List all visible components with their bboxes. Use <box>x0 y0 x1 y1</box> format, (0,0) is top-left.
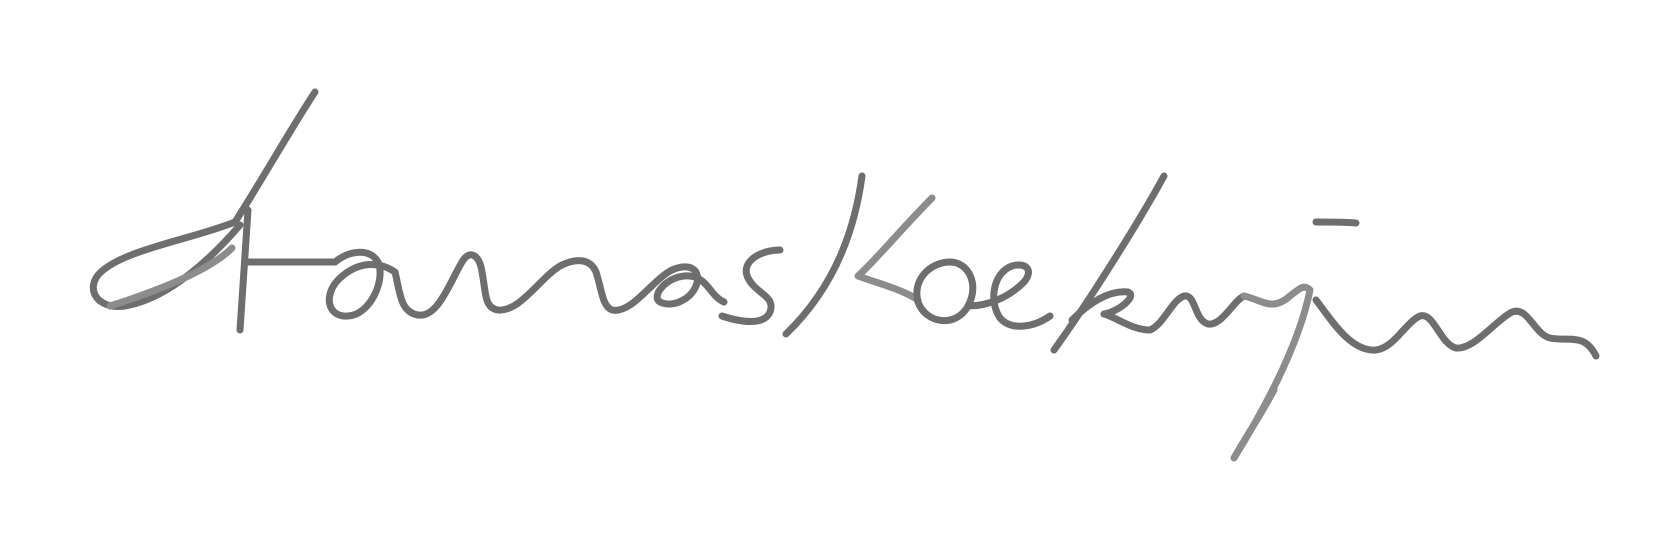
stroke-s <box>722 250 780 322</box>
stroke-a-loops <box>246 252 724 316</box>
stroke-o <box>917 262 973 321</box>
stroke-left-loop <box>93 222 240 306</box>
stroke-e <box>968 265 1050 326</box>
stroke-k-vertical <box>786 176 862 334</box>
stroke-n-ending <box>1316 300 1596 356</box>
stroke-j-descender <box>1234 287 1310 458</box>
signature-ink <box>93 92 1596 458</box>
stroke-k2-vertical <box>1054 176 1164 350</box>
stroke-k2-loop <box>1072 292 1244 330</box>
stroke-t-upstroke <box>235 92 315 222</box>
stroke-j-bar <box>1316 222 1356 223</box>
